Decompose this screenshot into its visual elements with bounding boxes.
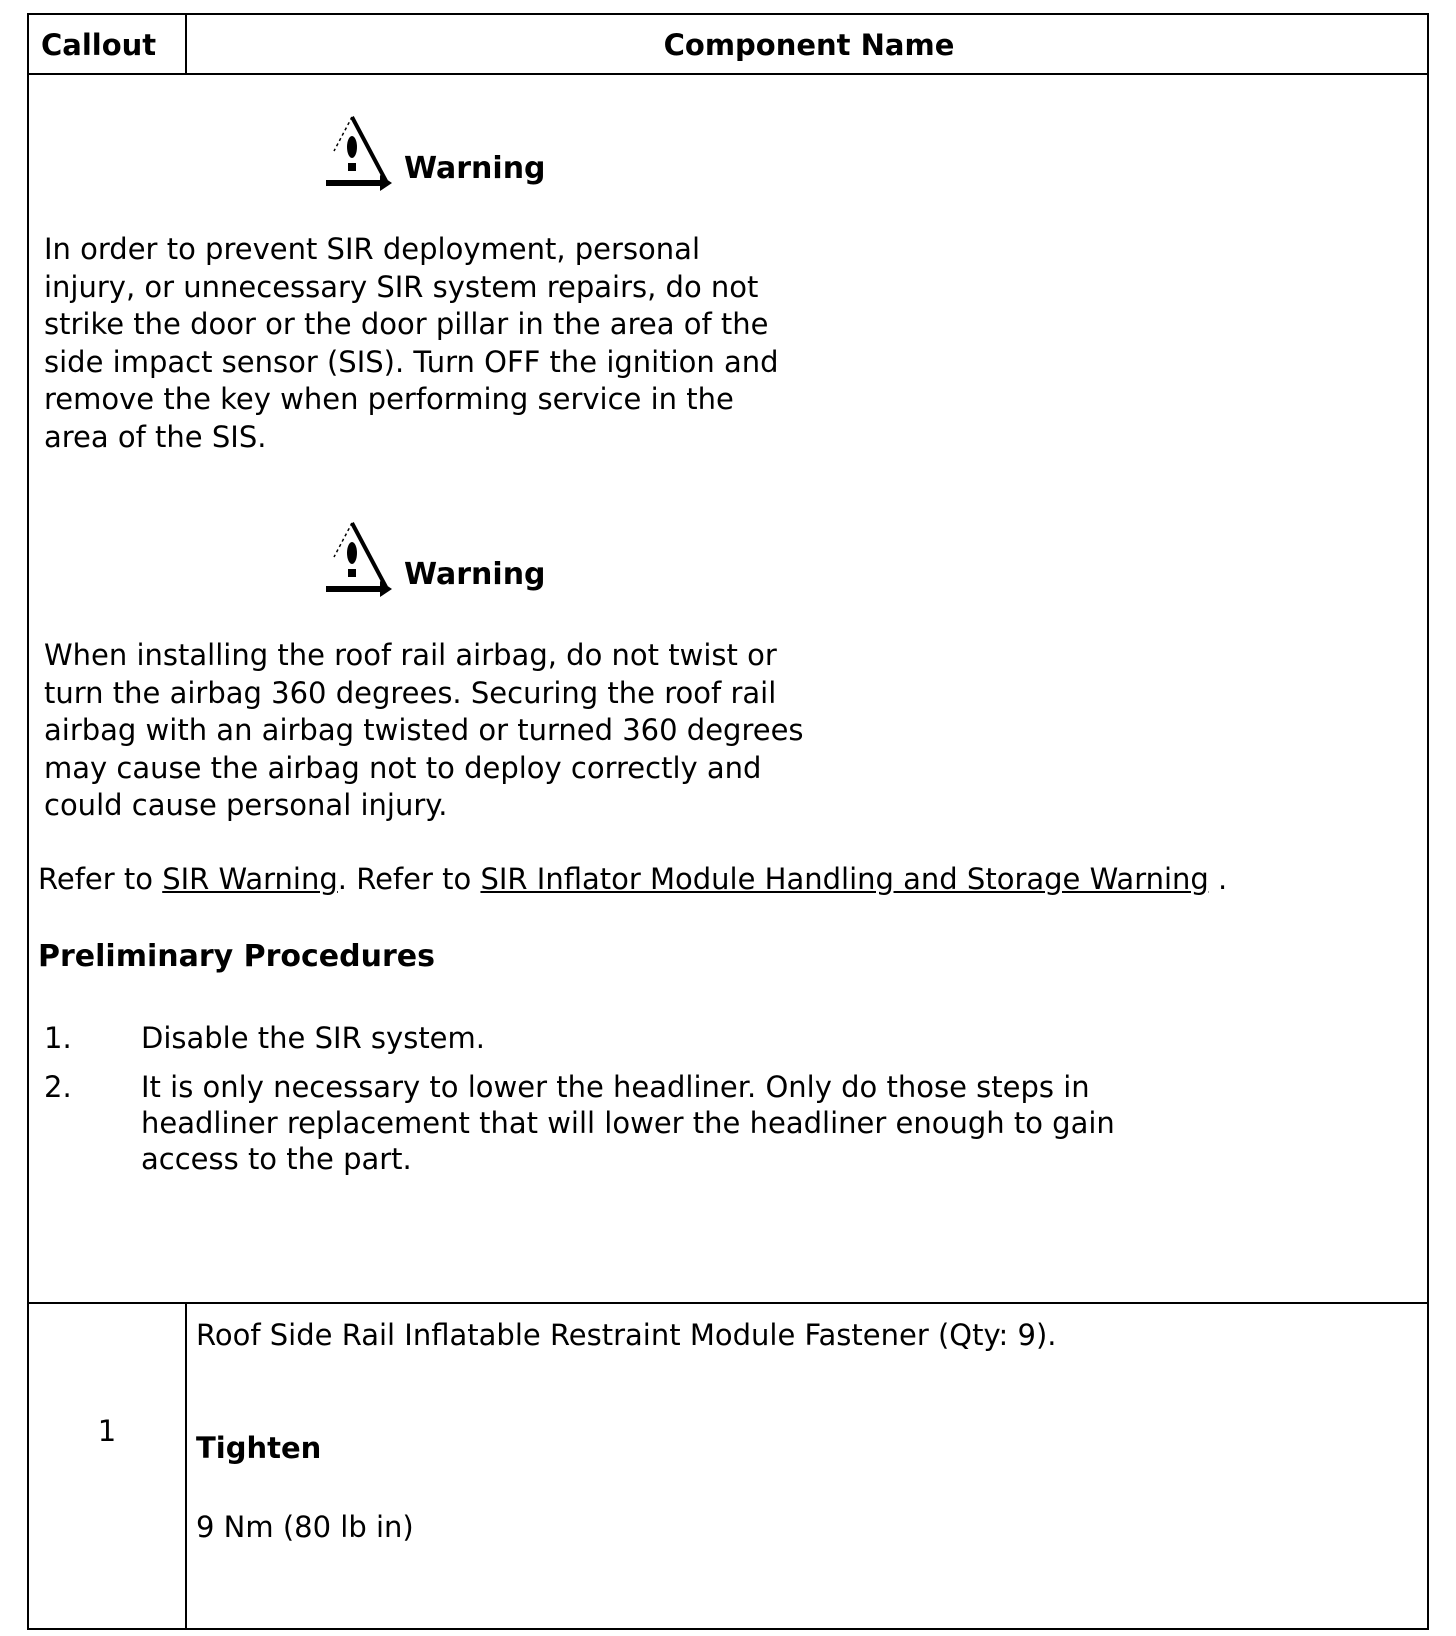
text-line: area of the SIS. [44,419,267,454]
warning-title: Warning [404,557,546,592]
step-number: 2. [44,1070,72,1104]
text-line: When installing the roof rail airbag, do not twist or [44,638,777,672]
row-column-divider [185,1302,187,1628]
refer-line [38,861,1227,899]
text-line: access to the part. [141,1142,412,1176]
component-name: Roof Side Rail Inflatable Restraint Module Fastener (Qty: 9). [196,1318,1057,1352]
text-line: could cause personal injury. [44,788,448,822]
sir-inflator-module-handling-link[interactable]: SIR Inflator Module Handling and Storage Warning [480,862,1209,896]
refer-text: . [1208,862,1228,896]
step-2-text [141,1069,1115,1177]
header-column-divider [185,15,187,75]
preliminary-procedures-heading: Preliminary Procedures [38,939,435,974]
text-line: side impact sensor (SIS). Turn OFF the ignition and [44,344,779,379]
warning-triangle-icon [324,111,398,191]
tighten-label: Tighten [196,1431,322,1465]
text-line: turn the airbag 360 degrees. Securing the roof rail [44,675,777,710]
component-table [27,13,1429,1630]
step-1-text [141,1020,485,1058]
step-number: 1. [44,1021,72,1055]
text-line: Disable the SIR system. [141,1021,485,1055]
callout-number: 1 [97,1414,117,1448]
warning-triangle-icon [324,517,398,597]
sir-warning-link[interactable]: SIR Warning [162,862,338,896]
component-name-column-header: Component Name [663,28,955,62]
text-line: In order to prevent SIR deployment, personal [44,232,700,266]
warning-text-2 [44,637,804,825]
row-divider [29,1302,1427,1304]
warning-title: Warning [404,151,546,186]
refer-text: . Refer to [337,862,481,896]
refer-text: Refer to [38,862,163,896]
text-line: airbag with an airbag twisted or turned 360 degrees [44,713,804,747]
header-divider [29,73,1427,75]
text-line: It is only necessary to lower the headliner. Only do those steps in [141,1070,1090,1104]
callout-column-header: Callout [41,28,157,62]
text-line: strike the door or the door pillar in the area of the [44,307,769,341]
text-line: remove the key when performing service in the [44,382,734,416]
warning-text-1 [44,231,779,456]
text-line: may cause the airbag not to deploy correctly and [44,750,762,785]
torque-value: 9 Nm (80 lb in) [196,1510,414,1544]
text-line: headliner replacement that will lower the headliner enough to gain [141,1106,1115,1140]
text-line: injury, or unnecessary SIR system repairs, do not [44,269,759,304]
